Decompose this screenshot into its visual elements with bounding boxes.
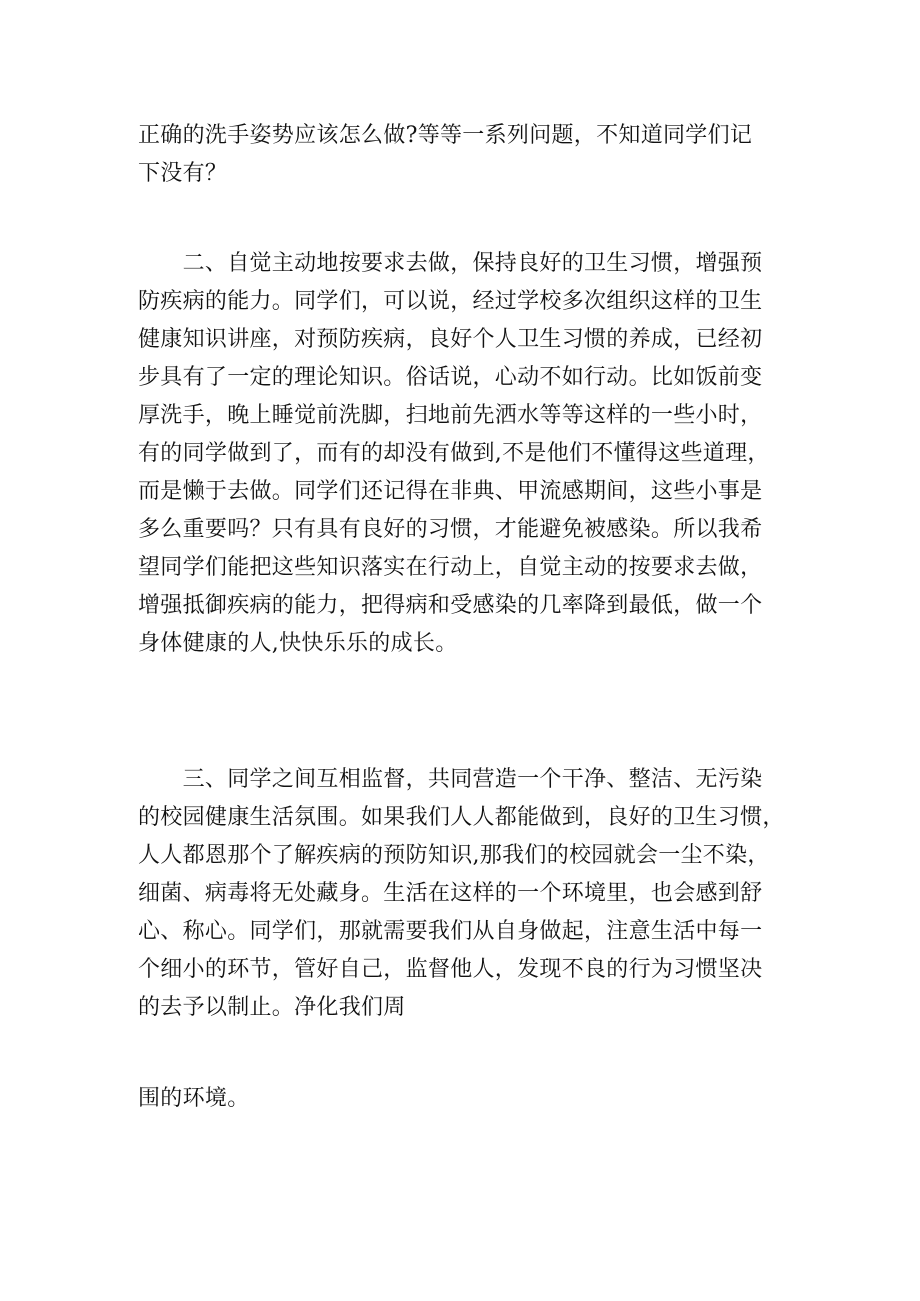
- text-line: 而是懒于去做。同学们还记得在非典、甲流感期间，这些小事是: [138, 479, 763, 504]
- text-line: 人人都恩那个了解疾病的预防知识,那我们的校园就会一尘不染，: [138, 843, 770, 868]
- text-line: 三、同学之间互相监督，共同营造一个干净、整洁、无污染: [138, 767, 763, 792]
- text-line: 的校园健康生活氛围。如果我们人人都能做到，良好的卫生习惯，: [138, 805, 785, 830]
- paragraph-closing-fragment: [138, 1080, 790, 1118]
- paragraph-section-three: [138, 761, 790, 1027]
- text-line: 的去予以制止。净化我们周: [138, 995, 406, 1020]
- text-line: 厚洗手，晚上睡觉前洗脚，扫地前先洒水等等这样的一些小时，: [138, 403, 763, 428]
- text-line: 健康知识讲座，对预防疾病，良好个人卫生习惯的养成，已经初: [138, 327, 763, 352]
- text-line: 有的同学做到了，而有的却没有做到,不是他们不懂得这些道理，: [138, 441, 770, 466]
- text-line: 增强抵御疾病的能力，把得病和受感染的几率降到最低，做一个: [138, 593, 763, 618]
- text-line: 二、自觉主动地按要求去做，保持良好的卫生习惯，增强预: [138, 251, 763, 276]
- text-line: 正确的洗手姿势应该怎么做?等等一系列问题，不知道同学们记: [138, 123, 753, 148]
- paragraph-section-two: [138, 245, 790, 663]
- paragraph-handwashing-question: [138, 117, 790, 193]
- text-line: 下没有？: [138, 161, 228, 186]
- text-line: 防疾病的能力。同学们，可以说，经过学校多次组织这样的卫生: [138, 289, 763, 314]
- text-line: 多么重要吗？只有具有良好的习惯，才能避免被感染。所以我希: [138, 517, 763, 542]
- text-line: 身体健康的人,快快乐乐的成长。: [138, 631, 458, 656]
- text-line: 个细小的环节，管好自己，监督他人，发现不良的行为习惯坚决: [138, 957, 763, 982]
- text-line: 细菌、病毒将无处藏身。生活在这样的一个环境里，也会感到舒: [138, 881, 763, 906]
- text-line: 步具有了一定的理论知识。俗话说，心动不如行动。比如饭前变: [138, 365, 763, 390]
- text-line: 望同学们能把这些知识落实在行动上，自觉主动的按要求去做，: [138, 555, 763, 580]
- text-line: 心、称心。同学们，那就需要我们从自身做起，注意生活中每一: [138, 919, 763, 944]
- text-line: 围的环境。: [138, 1086, 250, 1111]
